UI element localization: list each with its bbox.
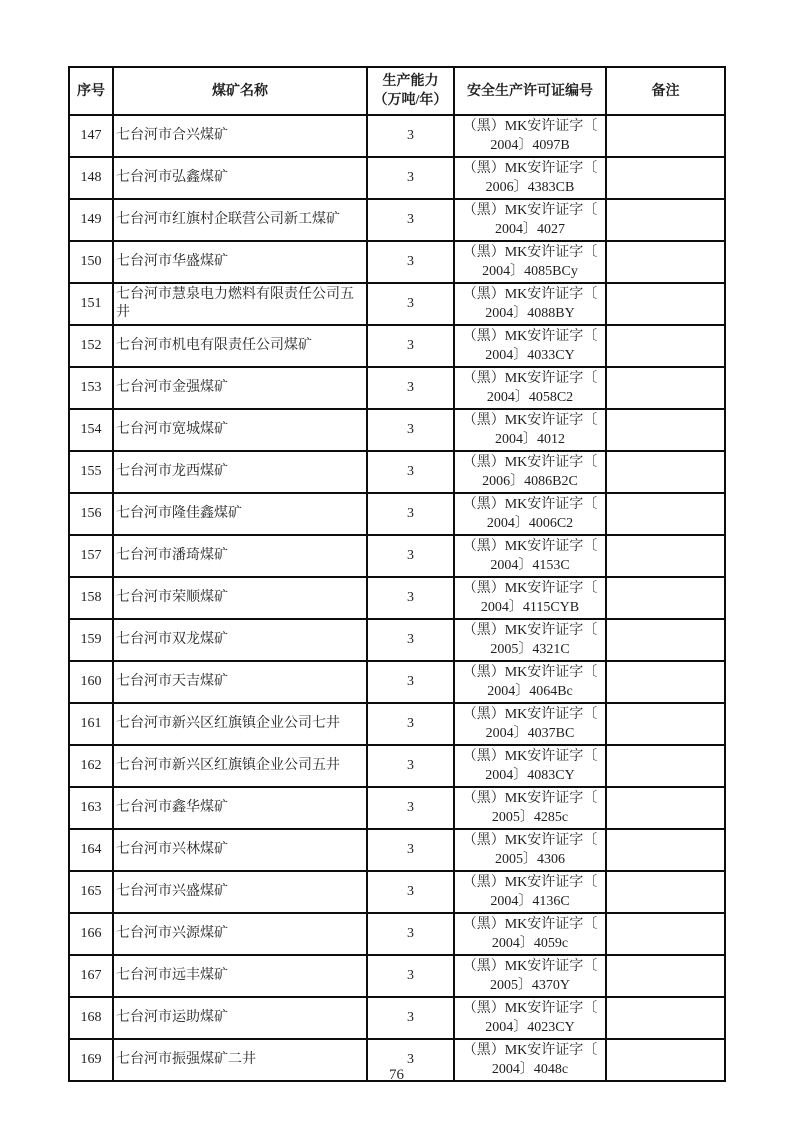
table-row [69, 535, 725, 577]
license-line1: （黑）MK安许证字〔 [462, 833, 598, 848]
capacity-cell: 3 [367, 787, 454, 829]
license-line1: （黑）MK安许证字〔 [462, 707, 598, 722]
mine-name-cell: 七台河市双龙煤矿 [113, 619, 367, 661]
license-line2: 2004〕4064Bc [487, 684, 573, 699]
header-capacity-line2: （万吨/年） [373, 93, 448, 108]
mine-name-cell: 七台河市机电有限责任公司煤矿 [113, 325, 367, 367]
license-line1: （黑）MK安许证字〔 [462, 413, 598, 428]
remark-cell [606, 283, 725, 325]
table-row [69, 661, 725, 703]
license-cell [454, 871, 606, 913]
row-index-cell: 158 [69, 577, 113, 619]
table-row [69, 871, 725, 913]
row-index-cell: 161 [69, 703, 113, 745]
row-index-cell: 150 [69, 241, 113, 283]
row-index-cell: 152 [69, 325, 113, 367]
license-line1: （黑）MK安许证字〔 [462, 875, 598, 890]
license-cell [454, 325, 606, 367]
license-line2: 2005〕4370Y [489, 978, 571, 993]
remark-cell [606, 661, 725, 703]
table-row [69, 409, 725, 451]
capacity-cell: 3 [367, 199, 454, 241]
row-index-cell: 167 [69, 955, 113, 997]
license-line2: 2005〕4285c [491, 810, 569, 825]
license-line1: （黑）MK安许证字〔 [462, 119, 598, 134]
header-capacity [367, 67, 454, 115]
license-cell [454, 745, 606, 787]
license-line2: 2004〕4088BY [485, 306, 575, 321]
capacity-cell: 3 [367, 493, 454, 535]
table-row [69, 451, 725, 493]
remark-cell [606, 409, 725, 451]
mine-name-cell: 七台河市兴盛煤矿 [113, 871, 367, 913]
row-index-cell: 153 [69, 367, 113, 409]
license-line1: （黑）MK安许证字〔 [462, 791, 598, 806]
license-line2: 2004〕4006C2 [486, 516, 574, 531]
license-line1: （黑）MK安许证字〔 [462, 497, 598, 512]
remark-cell [606, 451, 725, 493]
license-cell [454, 409, 606, 451]
mine-name-cell: 七台河市运助煤矿 [113, 997, 367, 1039]
license-cell [454, 955, 606, 997]
capacity-cell: 3 [367, 535, 454, 577]
license-line2: 2004〕4037BC [485, 726, 575, 741]
mine-name-cell: 七台河市天吉煤矿 [113, 661, 367, 703]
capacity-cell: 3 [367, 703, 454, 745]
mine-name-cell: 七台河市龙西煤矿 [113, 451, 367, 493]
row-index-cell: 154 [69, 409, 113, 451]
table-row [69, 829, 725, 871]
header-license: 安全生产许可证编号 [454, 67, 606, 115]
capacity-cell: 3 [367, 619, 454, 661]
license-line1: （黑）MK安许证字〔 [462, 917, 598, 932]
license-cell [454, 367, 606, 409]
remark-cell [606, 913, 725, 955]
license-line2: 2004〕4059c [491, 936, 569, 951]
remark-cell [606, 955, 725, 997]
remark-cell [606, 787, 725, 829]
license-line2: 2006〕4086B2C [482, 474, 578, 489]
table-row [69, 997, 725, 1039]
table-row [69, 787, 725, 829]
license-line1: （黑）MK安许证字〔 [462, 665, 598, 680]
row-index-cell: 159 [69, 619, 113, 661]
table-header [69, 67, 725, 115]
capacity-cell: 3 [367, 661, 454, 703]
row-index-cell: 156 [69, 493, 113, 535]
table-row [69, 115, 725, 157]
license-cell [454, 493, 606, 535]
capacity-cell: 3 [367, 997, 454, 1039]
license-line1: （黑）MK安许证字〔 [462, 581, 598, 596]
license-line1: （黑）MK安许证字〔 [462, 371, 598, 386]
remark-cell [606, 577, 725, 619]
license-line1: （黑）MK安许证字〔 [462, 539, 598, 554]
row-index-cell: 162 [69, 745, 113, 787]
mine-name-cell: 七台河市新兴区红旗镇企业公司五井 [113, 745, 367, 787]
license-line1: （黑）MK安许证字〔 [462, 455, 598, 470]
license-line2: 2004〕4115CYB [480, 600, 580, 615]
table-row [69, 241, 725, 283]
mine-name-cell: 七台河市华盛煤矿 [113, 241, 367, 283]
mine-name-cell: 七台河市宽城煤矿 [113, 409, 367, 451]
license-line1: （黑）MK安许证字〔 [462, 959, 598, 974]
mine-name-cell: 七台河市红旗村企联营公司新工煤矿 [113, 199, 367, 241]
license-line1: （黑）MK安许证字〔 [462, 161, 598, 176]
table-row [69, 493, 725, 535]
page-number: 76 [389, 1067, 404, 1083]
license-line1: （黑）MK安许证字〔 [462, 623, 598, 638]
license-cell [454, 535, 606, 577]
table-row [69, 913, 725, 955]
license-cell [454, 115, 606, 157]
license-line1: （黑）MK安许证字〔 [462, 287, 598, 302]
remark-cell [606, 619, 725, 661]
remark-cell [606, 871, 725, 913]
capacity-cell: 3 [367, 157, 454, 199]
license-line1: （黑）MK安许证字〔 [462, 203, 598, 218]
capacity-cell: 3 [367, 409, 454, 451]
license-line2: 2004〕4083CY [485, 768, 575, 783]
license-cell [454, 703, 606, 745]
license-line2: 2005〕4306 [495, 852, 565, 867]
table-row [69, 745, 725, 787]
mine-name-cell: 七台河市兴林煤矿 [113, 829, 367, 871]
mine-name-cell: 七台河市金强煤矿 [113, 367, 367, 409]
row-index-cell: 155 [69, 451, 113, 493]
table-row [69, 577, 725, 619]
row-index-cell: 147 [69, 115, 113, 157]
row-index-cell: 169 [69, 1039, 113, 1081]
mine-name-cell: 七台河市慧泉电力燃料有限责任公司五井 [113, 283, 367, 325]
header-mine-name: 煤矿名称 [113, 67, 367, 115]
license-line2: 2004〕4033CY [485, 348, 575, 363]
license-line2: 2004〕4023CY [485, 1020, 575, 1035]
coal-mine-table [68, 66, 726, 1082]
remark-cell [606, 199, 725, 241]
license-line2: 2004〕4097B [490, 138, 570, 153]
remark-cell [606, 157, 725, 199]
license-cell [454, 913, 606, 955]
license-line2: 2004〕4136C [490, 894, 570, 909]
mine-name-cell: 七台河市兴源煤矿 [113, 913, 367, 955]
license-cell [454, 619, 606, 661]
mine-name-cell: 七台河市新兴区红旗镇企业公司七井 [113, 703, 367, 745]
license-line2: 2004〕4153C [490, 558, 570, 573]
table-row [69, 157, 725, 199]
table-body [69, 115, 725, 1081]
mine-name-cell: 七台河市合兴煤矿 [113, 115, 367, 157]
remark-cell [606, 535, 725, 577]
license-cell [454, 829, 606, 871]
mine-name-cell: 七台河市鑫华煤矿 [113, 787, 367, 829]
remark-cell [606, 367, 725, 409]
license-line2: 2004〕4027 [495, 222, 565, 237]
capacity-cell: 3 [367, 241, 454, 283]
license-cell [454, 199, 606, 241]
mine-name-cell: 七台河市荣顺煤矿 [113, 577, 367, 619]
remark-cell [606, 493, 725, 535]
capacity-cell: 3 [367, 451, 454, 493]
header-capacity-line1: 生产能力 [382, 74, 439, 89]
license-cell [454, 241, 606, 283]
license-line1: （黑）MK安许证字〔 [462, 245, 598, 260]
capacity-cell: 3 [367, 871, 454, 913]
license-line2: 2004〕4048c [491, 1062, 569, 1077]
license-cell [454, 787, 606, 829]
license-cell [454, 997, 606, 1039]
table-row [69, 703, 725, 745]
license-cell [454, 157, 606, 199]
mine-name-cell: 七台河市弘鑫煤矿 [113, 157, 367, 199]
mine-name-cell: 七台河市隆佳鑫煤矿 [113, 493, 367, 535]
row-index-cell: 151 [69, 283, 113, 325]
capacity-cell: 3 [367, 745, 454, 787]
row-index-cell: 160 [69, 661, 113, 703]
header-index: 序号 [69, 67, 113, 115]
license-line1: （黑）MK安许证字〔 [462, 749, 598, 764]
license-line1: （黑）MK安许证字〔 [462, 1001, 598, 1016]
license-line1: （黑）MK安许证字〔 [462, 1043, 598, 1058]
capacity-cell: 3 [367, 283, 454, 325]
row-index-cell: 149 [69, 199, 113, 241]
row-index-cell: 148 [69, 157, 113, 199]
license-line2: 2004〕4085BCy [482, 264, 578, 279]
remark-cell [606, 745, 725, 787]
row-index-cell: 166 [69, 913, 113, 955]
capacity-cell: 3 [367, 115, 454, 157]
remark-cell [606, 325, 725, 367]
table-row [69, 283, 725, 325]
mine-name-cell: 七台河市振强煤矿二井 [113, 1039, 367, 1081]
mine-name-cell: 七台河市潘琦煤矿 [113, 535, 367, 577]
remark-cell [606, 241, 725, 283]
capacity-cell: 3 [367, 1039, 454, 1081]
table-row [69, 199, 725, 241]
table-row [69, 325, 725, 367]
license-line1: （黑）MK安许证字〔 [462, 329, 598, 344]
remark-cell [606, 829, 725, 871]
capacity-cell: 3 [367, 913, 454, 955]
row-index-cell: 164 [69, 829, 113, 871]
row-index-cell: 157 [69, 535, 113, 577]
header-remark: 备注 [606, 67, 725, 115]
license-cell [454, 451, 606, 493]
license-line2: 2005〕4321C [490, 642, 570, 657]
license-cell [454, 577, 606, 619]
row-index-cell: 168 [69, 997, 113, 1039]
remark-cell [606, 703, 725, 745]
row-index-cell: 163 [69, 787, 113, 829]
capacity-cell: 3 [367, 367, 454, 409]
table-row [69, 619, 725, 661]
table-row [69, 367, 725, 409]
capacity-cell: 3 [367, 829, 454, 871]
capacity-cell: 3 [367, 577, 454, 619]
license-cell [454, 661, 606, 703]
remark-cell [606, 997, 725, 1039]
table-row [69, 955, 725, 997]
license-line2: 2006〕4383CB [485, 180, 575, 195]
header-row [69, 67, 725, 115]
remark-cell [606, 115, 725, 157]
license-line2: 2004〕4058C2 [486, 390, 574, 405]
mine-name-cell: 七台河市远丰煤矿 [113, 955, 367, 997]
license-line2: 2004〕4012 [495, 432, 565, 447]
capacity-cell: 3 [367, 325, 454, 367]
license-cell [454, 283, 606, 325]
capacity-cell: 3 [367, 955, 454, 997]
row-index-cell: 165 [69, 871, 113, 913]
